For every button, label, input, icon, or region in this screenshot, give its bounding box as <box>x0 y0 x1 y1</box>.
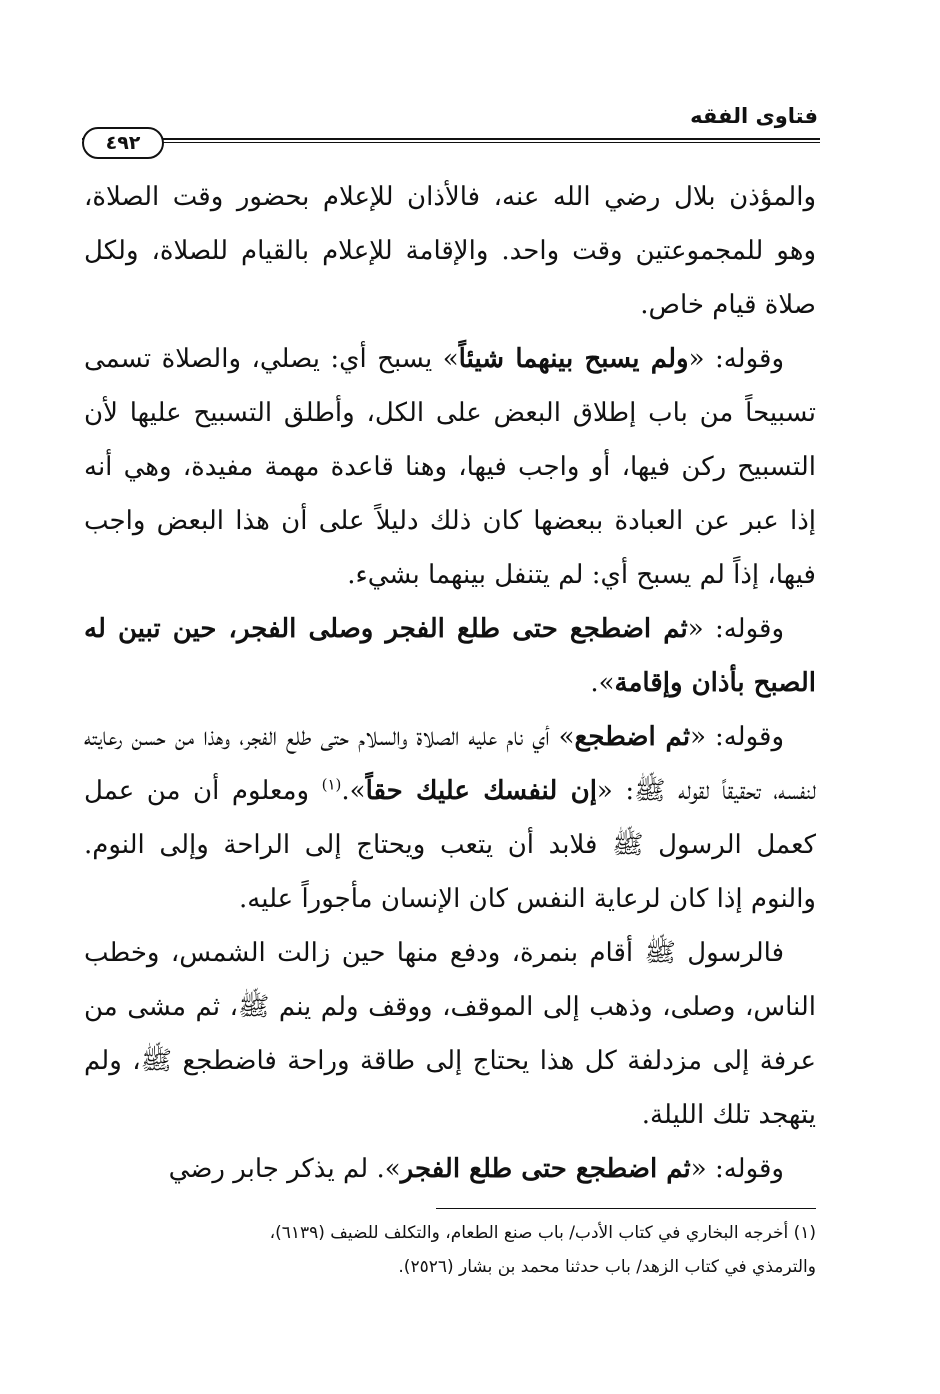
paragraph-3: وقوله: «ثم اضطجع حتى طلع الفجر وصلى الفجر، حين تبين له الصبح بأذان وإقامة». <box>84 614 816 698</box>
quoted-hadith: ثم اضطجع حتى طلع الفجر <box>400 1154 691 1184</box>
quoted-hadith: إن لنفسك عليك حقاً <box>365 776 597 806</box>
quoted-hadith: ثم اضطجع حتى طلع الفجر وصلى الفجر، حين تبين له الصبح بأذان وإقامة <box>84 614 816 698</box>
footnote-1-line-2: والترمذي في كتاب الزهد/ باب حدثنا محمد بن بشار (٢٥٢٦). <box>398 1257 816 1277</box>
footnote-reference: (١) <box>321 775 342 794</box>
footnotes <box>84 1216 816 1284</box>
paragraph-2: وقوله: «ولم يسبح بينهما شيئاً» يسبح أي: يصلي، والصلاة تسمى تسبيحاً من باب إطلاق البعض على الكل، وأطلق التسبيح عليها لأن التسبيح ركن فيها، أو واجب فيها، وهنا قاعدة مهمة مفيدة، وهي أنه إذا عبر عن العبادة ببعضها كان ذلك دليلاً على أن هذا البعض واجب فيها، إذاً لم يسبح أي: لم يتنفل بينهما بشيء. <box>84 344 816 590</box>
page-number: ٤٩٢ <box>105 132 141 154</box>
quoted-hadith: ثم اضطجع <box>574 722 691 752</box>
running-header-title: فتاوى الفقه <box>690 104 818 128</box>
page-number-badge <box>82 127 164 159</box>
paragraph-4: وقوله: «ثم اضطجع» أي نام عليه الصلاة والسلام حتى طلع الفجر، وهذا من حسن رعايته لنفسه، تحقيقاً لقوله ﷺ: «إن لنفسك عليك حقاً».$^{(١)}$ ومعلوم أن من عمل كعمل الرسول ﷺ فلابد أن يتعب ويحتاج إلى الراحة وإلى النوم. والنوم إذا كان لرعاية النفس كان الإنسان مأجوراً عليه. <box>84 722 816 914</box>
quoted-hadith: ولم يسبح بينهما شيئاً <box>458 344 689 374</box>
body-text <box>84 170 816 1196</box>
header-rule <box>82 138 820 140</box>
paragraph-6: وقوله: «ثم اضطجع حتى طلع الفجر». لم يذكر جابر رضي <box>168 1154 784 1184</box>
footnote-separator <box>436 1208 816 1209</box>
paragraph-1: والمؤذن بلال رضي الله عنه، فالأذان للإعلام بحضور وقت الصلاة، وهو للمجموعتين وقت واحد. والإقامة للإعلام بالقيام للصلاة، ولكل صلاة قيام خاص. <box>84 182 816 320</box>
header-rule-thin <box>82 142 820 143</box>
footnote-1-line-1: (١) أخرجه البخاري في كتاب الأدب/ باب صنع الطعام، والتكلف للضيف (٦١٣٩)، <box>269 1223 816 1243</box>
paragraph-5: فالرسول ﷺ أقام بنمرة، ودفع منها حين زالت الشمس، وخطب الناس، وصلى، وذهب إلى الموقف، ووقف ولم ينم ﷺ، ثم مشى من عرفة إلى مزدلفة كل هذا يحتاج إلى طاقة وراحة فاضطجع ﷺ، ولم يتهجد تلك الليلة. <box>84 938 816 1130</box>
